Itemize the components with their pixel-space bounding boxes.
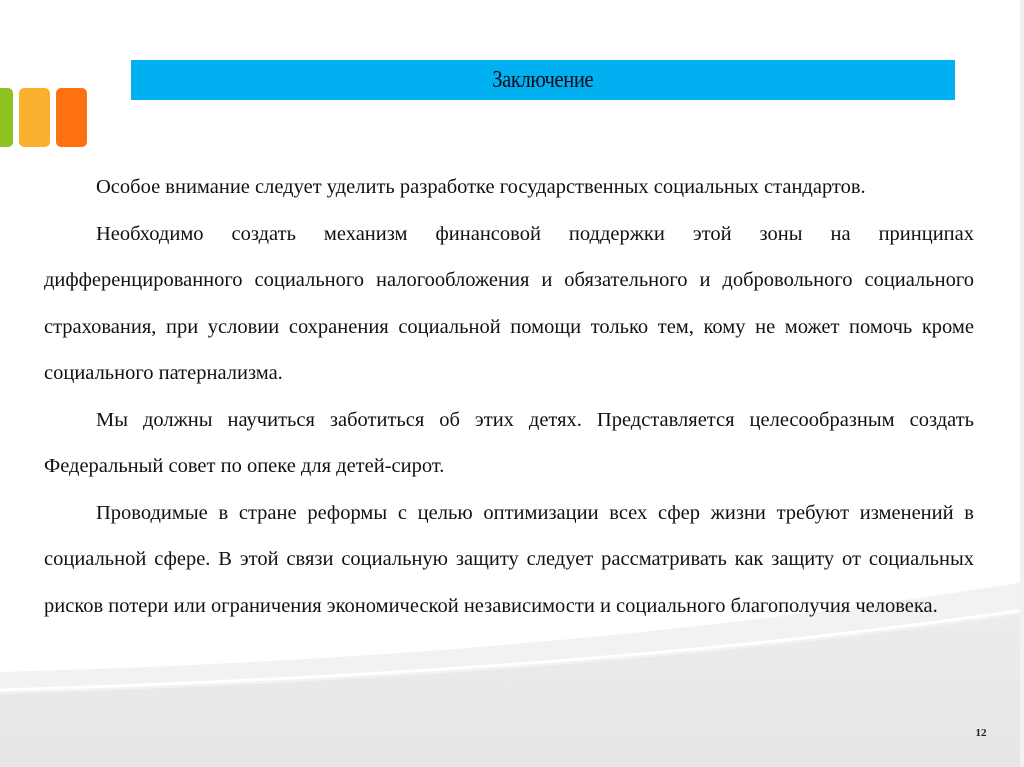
paragraph-orphan-care: Мы должны научиться заботиться об этих детях. Представляется целесообразным создать Федеральный совет по опеке для детей-сирот. [44, 408, 974, 477]
paragraph-financial-support: Необходимо создать механизм финансовой поддержки этой зоны на принципах дифференцированного социального налогообложения и обязательного и добровольного социального страхования, при условии сохранения социальной помощи только тем, кому не может помочь кроме социального патернализма. [44, 222, 974, 384]
decorative-bar-yellow [19, 88, 50, 147]
title-bar [131, 60, 955, 100]
paragraph-reforms: Проводимые в стране реформы с целью оптимизации всех сфер жизни требуют изменений в социальной сфере. В этой связи социальную защиту следует рассматривать как защиту от социальных рисков потери или ограничения экономической независимости и социального благополучия человека. [44, 501, 974, 617]
decorative-bar-green [0, 88, 13, 147]
slide-right-edge [1020, 0, 1024, 767]
body-text [44, 164, 974, 629]
slide-title: Заключение [492, 66, 594, 93]
paragraph-social-standards: Особое внимание следует уделить разработке государственных социальных стандартов. [96, 176, 866, 198]
decorative-bar-orange [56, 88, 87, 147]
page-number: 12 [975, 727, 987, 739]
